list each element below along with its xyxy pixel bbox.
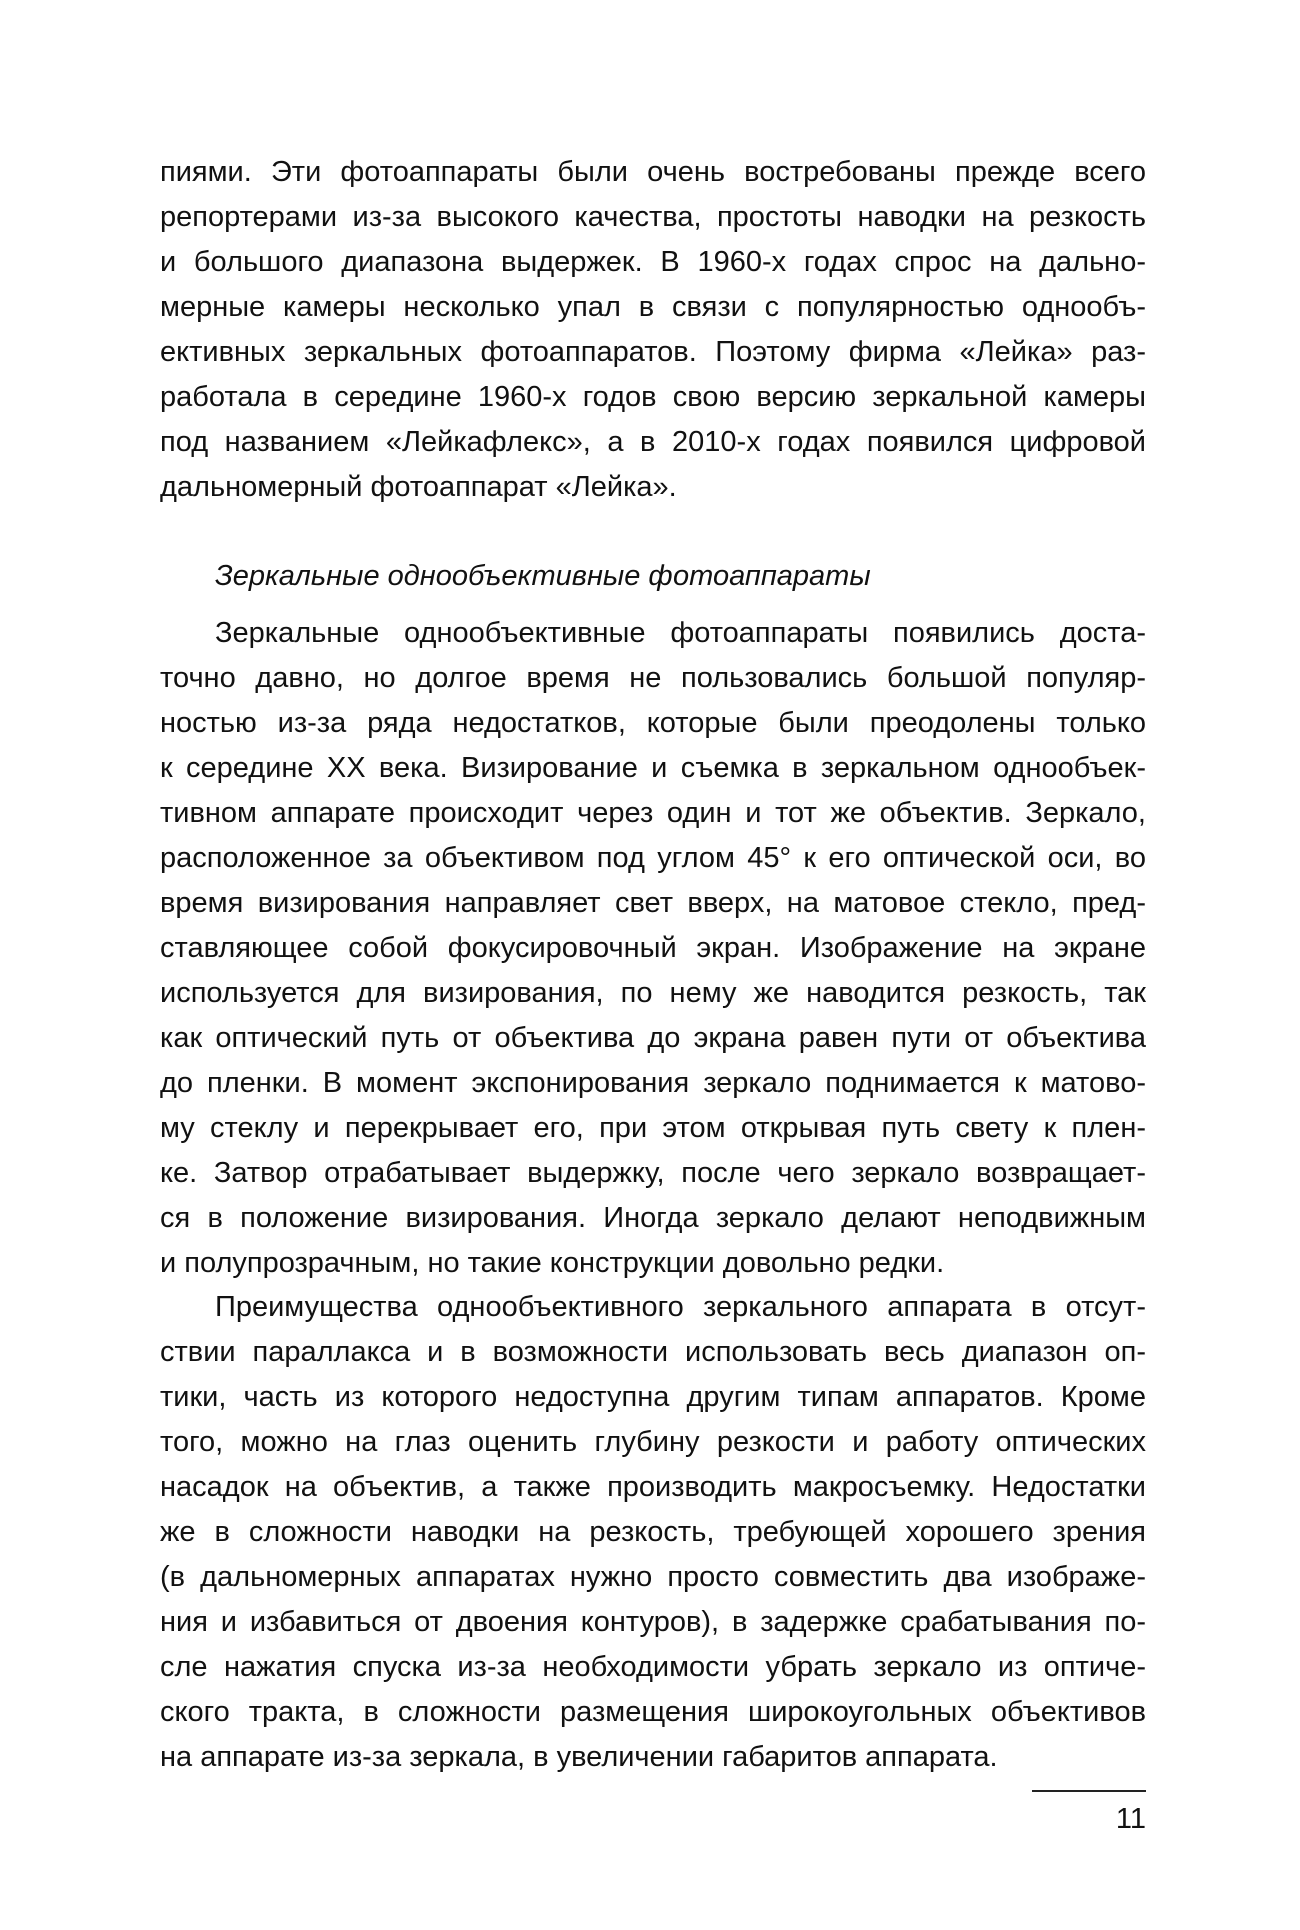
section-subheading: Зеркальные однообъективные фотоаппараты [215, 560, 871, 592]
text-line: пиями. Эти фотоаппараты были очень востребованы прежде всего [160, 156, 1146, 188]
text-line: ностью из-за ряда недостатков, которые были преодолены только [160, 707, 1146, 739]
page-number: 11 [1115, 1803, 1146, 1835]
text-line: сле нажатия спуска из-за необходимости убрать зеркало из оптиче- [160, 1651, 1146, 1683]
paragraph-slr-advantages [160, 1285, 1146, 1780]
text-line: ского тракта, в сложности размещения широкоугольных объективов [160, 1696, 1146, 1728]
text-line: тивном аппарате происходит через один и тот же объектив. Зеркало, [160, 797, 1146, 829]
text-line: Преимущества однообъективного зеркального аппарата в отсут- [215, 1291, 1146, 1323]
text-line: тики, часть из которого недоступна другим типам аппаратов. Кроме [160, 1381, 1146, 1413]
text-line: ния и избавиться от двоения контуров), в задержке срабатывания по- [160, 1606, 1146, 1638]
text-line: расположенное за объективом под углом 45° к его оптической оси, во [160, 842, 1146, 874]
text-line: как оптический путь от объектива до экрана равен пути от объектива [160, 1022, 1146, 1054]
text-line: время визирования направляет свет вверх, на матовое стекло, пред- [160, 887, 1146, 919]
text-line: Зеркальные однообъективные фотоаппараты появились доста- [215, 617, 1146, 649]
text-line: репортерами из-за высокого качества, простоты наводки на резкость [160, 201, 1146, 233]
text-line: к середине XX века. Визирование и съемка в зеркальном однообъек- [160, 752, 1146, 784]
text-line: насадок на объектив, а также производить макросъемку. Недостатки [160, 1471, 1146, 1503]
text-line: используется для визирования, по нему же наводится резкость, так [160, 977, 1146, 1009]
text-line: под названием «Лейкафлекс», а в 2010-х годах появился цифровой [160, 426, 1146, 458]
text-line: того, можно на глаз оценить глубину резкости и работу оптических [160, 1426, 1146, 1458]
text-line: точно давно, но долгое время не пользовались большой популяр- [160, 662, 1146, 694]
text-line: ке. Затвор отрабатывает выдержку, после чего зеркало возвращает- [160, 1157, 1146, 1189]
text-line: ставляющее собой фокусировочный экран. Изображение на экране [160, 932, 1146, 964]
paragraph-slr-description [160, 611, 1146, 1286]
text-line: (в дальномерных аппаратах нужно просто совместить два изображе- [160, 1561, 1146, 1593]
text-line: ствии параллакса и в возможности использовать весь диапазон оп- [160, 1336, 1146, 1368]
text-line: ективных зеркальных фотоаппаратов. Поэтому фирма «Лейка» раз- [160, 336, 1146, 368]
text-line: до пленки. В момент экспонирования зеркало поднимается к матово- [160, 1067, 1146, 1099]
text-line: и большого диапазона выдержек. В 1960-х годах спрос на дально- [160, 246, 1146, 278]
text-line: му стеклу и перекрывает его, при этом открывая путь свету к плен- [160, 1112, 1146, 1144]
text-line: ся в положение визирования. Иногда зеркало делают неподвижным [160, 1202, 1146, 1234]
footer-divider [1032, 1790, 1146, 1792]
text-line: же в сложности наводки на резкость, требующей хорошего зрения [160, 1516, 1146, 1548]
text-line: работала в середине 1960-х годов свою версию зеркальной камеры [160, 381, 1146, 413]
text-line: дальномерный фотоаппарат «Лейка». [160, 471, 677, 503]
paragraph-continuation [160, 150, 1146, 510]
text-line: мерные камеры несколько упал в связи с популярностью однообъ- [160, 291, 1146, 323]
text-line: на аппарате из-за зеркала, в увеличении габаритов аппарата. [160, 1741, 998, 1773]
text-line: и полупрозрачным, но такие конструкции довольно редки. [160, 1247, 945, 1279]
